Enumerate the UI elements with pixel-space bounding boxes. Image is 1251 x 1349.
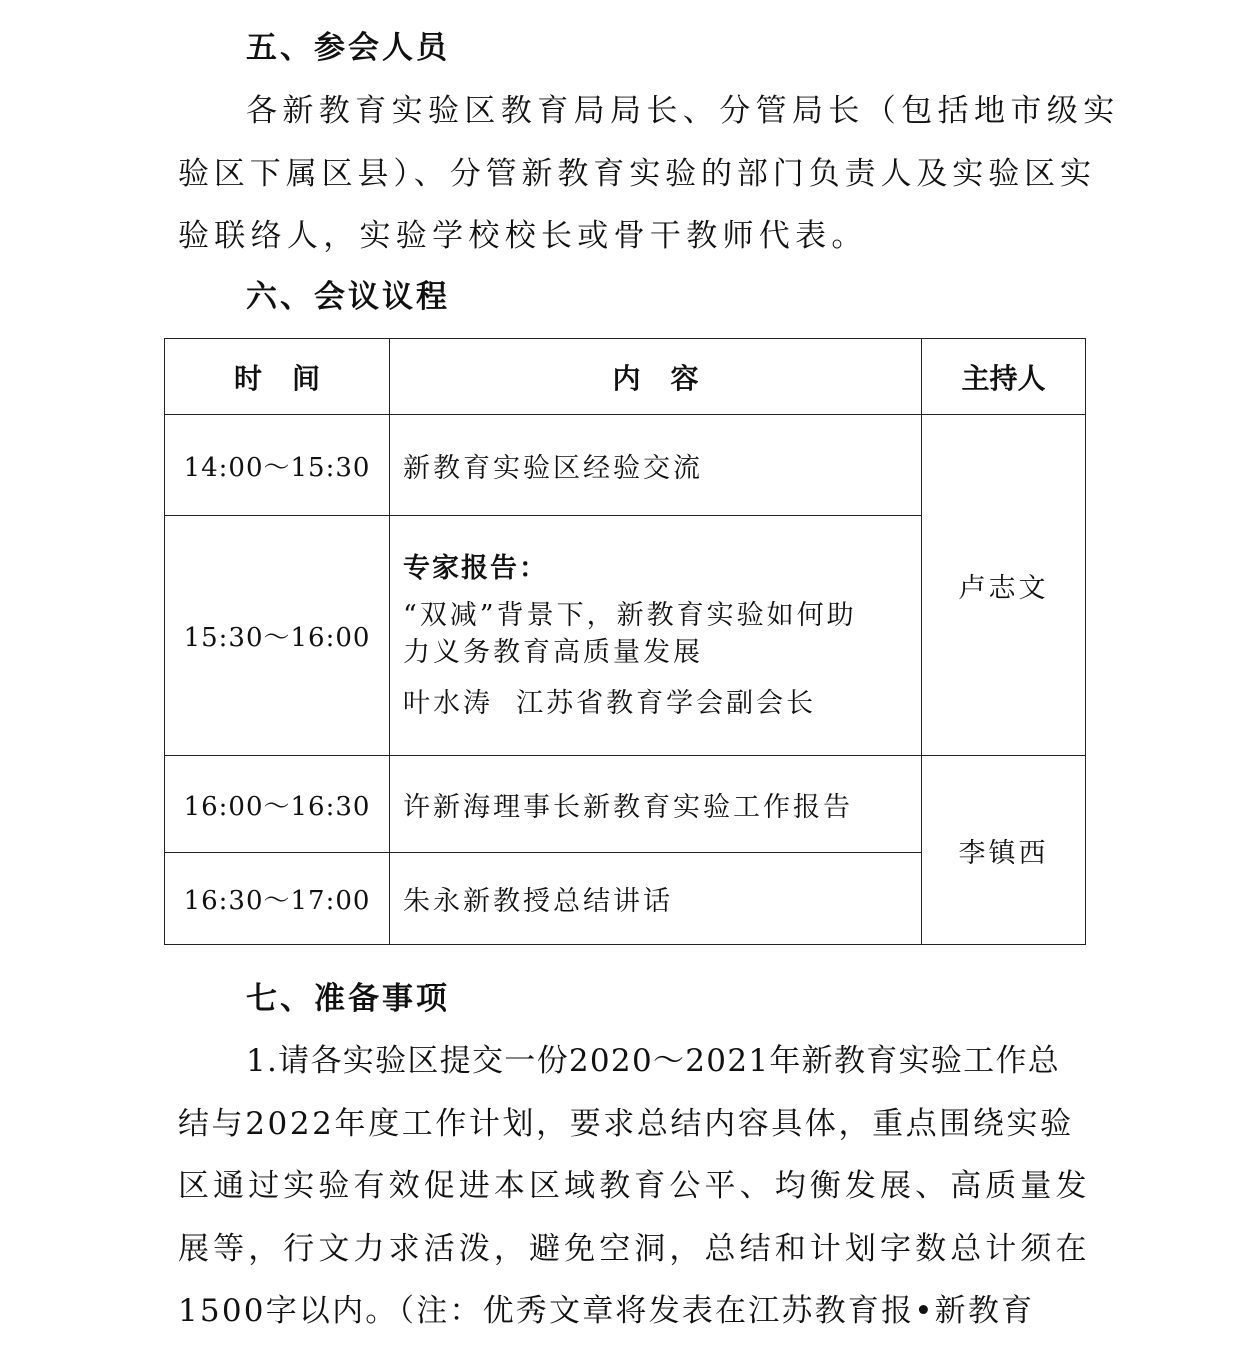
section-5-heading: 五、参会人员 bbox=[246, 30, 450, 66]
table-header-row bbox=[165, 339, 1086, 415]
host-cell: 李镇西 bbox=[922, 756, 1086, 945]
host-cell: 卢志文 bbox=[922, 415, 1086, 756]
expert-report-topic bbox=[403, 597, 921, 671]
header-content: 内容 bbox=[390, 339, 922, 415]
header-host: 主持人 bbox=[922, 339, 1086, 415]
agenda-table bbox=[164, 338, 1086, 945]
row-content-expert bbox=[390, 516, 922, 756]
section-6-heading: 六、会议议程 bbox=[246, 279, 450, 315]
row-content: 许新海理事长新教育实验工作报告 bbox=[390, 756, 922, 853]
table-row bbox=[165, 415, 1086, 516]
paragraph-line: 各新教育实验区教育局局长、分管局长（包括地市级实 bbox=[246, 93, 1120, 129]
row-content: 朱永新教授总结讲话 bbox=[390, 853, 922, 945]
expert-report-title: 专家报告： bbox=[403, 553, 548, 584]
row-time: 14:00～15:30 bbox=[165, 415, 390, 516]
expert-topic-line: “双减”背景下，新教育实验如何助 bbox=[403, 600, 857, 631]
paragraph-line: 结与2022年度工作计划，要求总结内容具体，重点围绕实验 bbox=[178, 1105, 1074, 1142]
row-content: 新教育实验区经验交流 bbox=[390, 415, 922, 516]
table-row bbox=[165, 756, 1086, 853]
section-5-paragraph bbox=[178, 80, 1120, 268]
paragraph-line: 1500字以内。（注：优秀文章将发表在江苏教育报•新教育 bbox=[178, 1293, 1035, 1329]
paragraph-line: 验区下属区县）、分管新教育实验的部门负责人及实验区实 bbox=[178, 155, 1096, 192]
section-7-paragraph bbox=[178, 1030, 1091, 1343]
row-time: 15:30～16:00 bbox=[165, 516, 390, 756]
section-7-heading: 七、准备事项 bbox=[246, 981, 450, 1017]
row-time: 16:00～16:30 bbox=[165, 756, 390, 853]
paragraph-line: 验联络人，实验学校校长或骨干教师代表。 bbox=[178, 218, 868, 254]
expert-topic-line: 力义务教育高质量发展 bbox=[403, 637, 703, 668]
paragraph-line: 展等，行文力求活泼，避免空洞，总结和计划字数总计须在 bbox=[178, 1230, 1091, 1267]
paragraph-line: 区通过实验有效促进本区域教育公平、均衡发展、高质量发 bbox=[178, 1168, 1091, 1204]
row-time: 16:30～17:00 bbox=[165, 853, 390, 945]
paragraph-line: 1.请各实验区提交一份2020～2021年新教育实验工作总 bbox=[246, 1043, 1061, 1079]
header-time: 时间 bbox=[165, 339, 390, 415]
expert-speaker: 叶水涛 江苏省教育学会副会长 bbox=[403, 688, 817, 719]
